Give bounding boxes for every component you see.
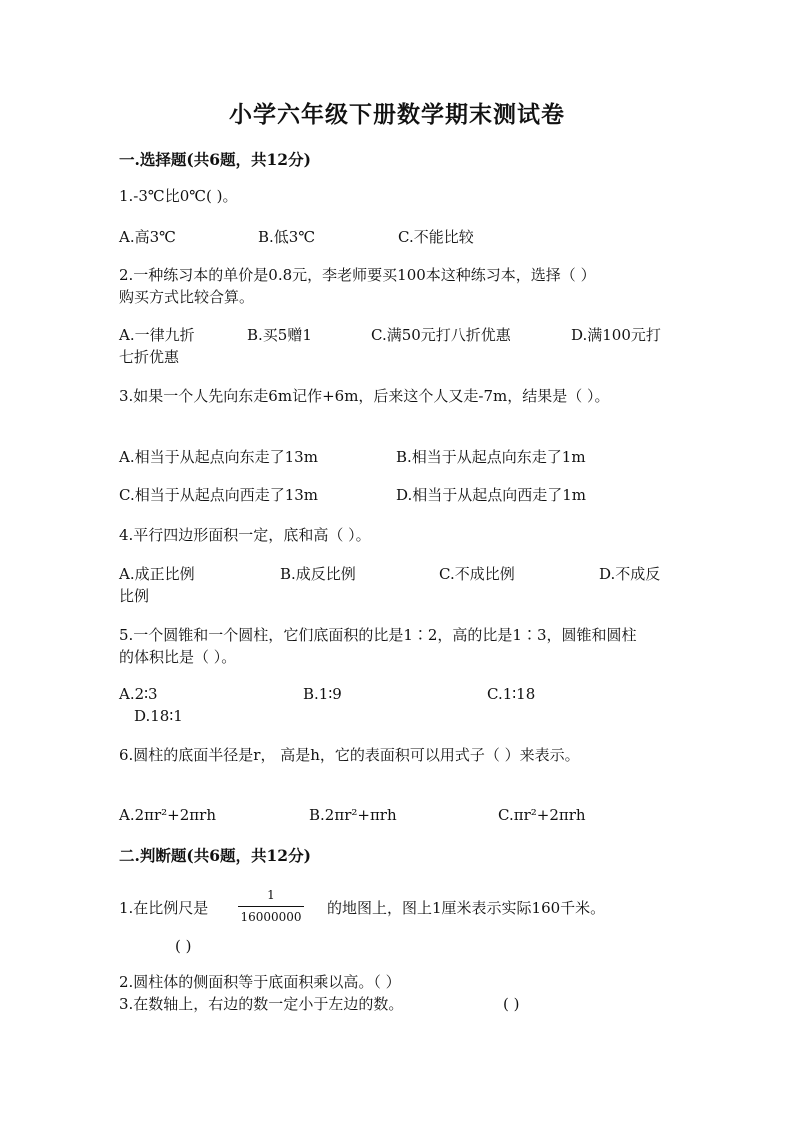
question-4-stem: 4.平行四边形面积一定，底和高（ ）。 xyxy=(119,526,371,544)
q4-option-c: C.不成比例 xyxy=(439,565,515,583)
question-2-stem-line2: 购买方式比较合算。 xyxy=(119,288,255,306)
q2-option-b: B.买5赠1 xyxy=(247,326,312,344)
page-title: 小学六年级下册数学期末测试卷 xyxy=(229,101,565,128)
question-5-stem-line1: 5.一个圆锥和一个圆柱，它们底面积的比是1∶2，高的比是1∶3，圆锥和圆柱 xyxy=(119,626,637,644)
q5-option-a: A.2∶3 xyxy=(119,685,158,703)
q1-option-b: B.低3℃ xyxy=(258,228,316,246)
q6-option-b: B.2πr²+πrh xyxy=(309,806,397,824)
question-3-stem: 3.如果一个人先向东走6m记作+6m，后来这个人又走-7m，结果是（ ）。 xyxy=(119,387,610,405)
question-2-stem-line1: 2.一种练习本的单价是0.8元，李老师要买100本这种练习本，选择（ ） xyxy=(119,266,596,284)
fraction-numerator: 1 xyxy=(267,888,275,902)
fraction-denominator: 16000000 xyxy=(240,910,302,924)
q4-option-b: B.成反比例 xyxy=(280,565,356,583)
q5-option-b: B.1∶9 xyxy=(303,685,342,703)
q3-option-d: D.相当于从起点向西走了1m xyxy=(396,486,587,504)
judgement-2-stem: 2.圆柱体的侧面积等于底面积乘以高。（ ） xyxy=(119,973,401,991)
q5-option-d: D.18∶1 xyxy=(134,707,183,725)
judgement-1-prefix: 1.在比例尺是 xyxy=(119,899,209,917)
q1-option-c: C.不能比较 xyxy=(398,228,474,246)
q3-option-b: B.相当于从起点向东走了1m xyxy=(396,448,586,466)
q4-option-d-line1: D.不成反 xyxy=(599,565,661,583)
section-heading-judgement: 二.判断题(共6题，共12分) xyxy=(119,846,311,865)
q5-option-c: C.1∶18 xyxy=(487,685,536,703)
judgement-1-answer-paren: ( ) xyxy=(175,937,192,955)
q2-option-d-line1: D.满100元打 xyxy=(571,326,661,344)
q4-option-a: A.成正比例 xyxy=(119,565,195,583)
judgement-3-answer-paren: ( ) xyxy=(503,995,520,1013)
question-5-stem-line2: 的体积比是（ ）。 xyxy=(119,648,237,666)
fraction-bar xyxy=(238,906,304,907)
q3-option-a: A.相当于从起点向东走了13m xyxy=(119,448,318,466)
q6-option-a: A.2πr²+2πrh xyxy=(119,806,216,824)
q6-option-c: C.πr²+2πrh xyxy=(498,806,586,824)
judgement-3-stem: 3.在数轴上，右边的数一定小于左边的数。 xyxy=(119,995,404,1013)
q2-option-d-line2: 七折优惠 xyxy=(119,348,180,366)
q1-option-a: A.高3℃ xyxy=(119,228,176,246)
question-6-stem: 6.圆柱的底面半径是r， 高是h，它的表面积可以用式子（ ）来表示。 xyxy=(119,746,580,764)
q2-option-c: C.满50元打八折优惠 xyxy=(371,326,511,344)
q2-option-a: A.一律九折 xyxy=(119,326,195,344)
question-1-stem: 1.-3℃比0℃( )。 xyxy=(119,187,238,205)
judgement-1-suffix: 的地图上，图上1厘米表示实际160千米。 xyxy=(327,899,606,917)
q3-option-c: C.相当于从起点向西走了13m xyxy=(119,486,319,504)
scale-fraction xyxy=(236,888,306,925)
section-heading-choice: 一.选择题(共6题，共12分) xyxy=(119,150,311,169)
q4-option-d-line2: 比例 xyxy=(119,587,150,605)
